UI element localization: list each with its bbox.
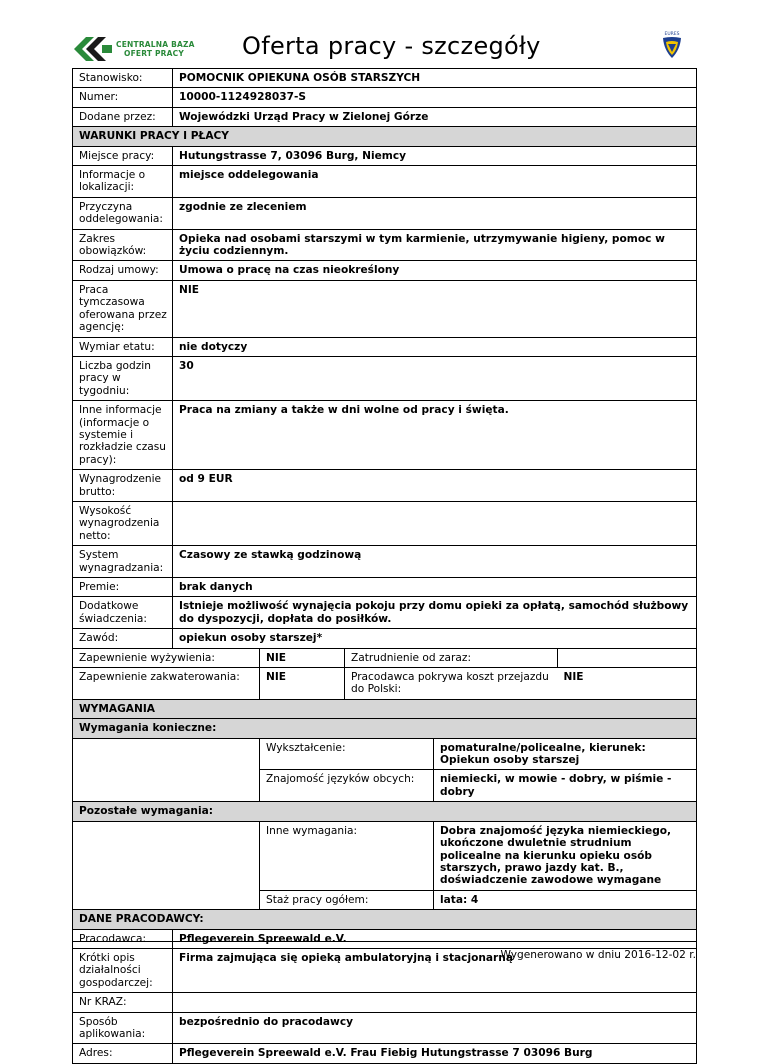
field-value: Dobra znajomość języka niemieckiego, ukończone dwuletnie strudnium policealne na kierunku opieku osób starszych, prawo jazdy kat. B., doświadczenie zawodowe wymagane xyxy=(434,821,697,890)
label-od-zaraz: Zatrudnienie od zaraz: xyxy=(345,648,558,667)
row-inne-informacje xyxy=(73,401,697,470)
field-label: Dodatkowe świadczenia: xyxy=(73,597,173,629)
label-dodane-przez: Dodane przez: xyxy=(73,107,173,126)
field-value: Hutungstrasse 7, 03096 Burg, Niemcy xyxy=(173,146,697,165)
row-wynagrodzenie-brutto xyxy=(73,470,697,502)
value-przejazd: NIE xyxy=(558,668,697,700)
section-wymagania: WYMAGANIA xyxy=(73,699,697,718)
field-value: 30 xyxy=(173,356,697,400)
label-stanowisko: Stanowisko: xyxy=(73,69,173,88)
row-pracodawca xyxy=(73,929,697,948)
field-value xyxy=(173,993,697,1012)
field-value: NIE xyxy=(173,280,697,337)
row-stanowisko xyxy=(73,69,697,88)
field-value: Opieka nad osobami starszymi w tym karmienie, utrzymywanie higieny, pomoc w życiu codziennym. xyxy=(173,229,697,261)
field-label: Sposób aplikowania: xyxy=(73,1012,173,1044)
row-wynagrodzenie-netto xyxy=(73,501,697,545)
field-label: System wynagradzania: xyxy=(73,546,173,578)
field-value: Firma zajmująca się opieką ambulatoryjną i stacjonarną xyxy=(173,948,697,992)
field-value: pomaturalne/policealne, kierunek: Opiekun osoby starszej xyxy=(434,738,697,770)
generated-date: Wygenerowano w dniu 2016-12-02 r. xyxy=(500,949,696,961)
field-label: Praca tymczasowa oferowana przez agencję: xyxy=(73,280,173,337)
row-dodatkowe-swiadczenia xyxy=(73,597,697,629)
field-value: miejsce oddelegowania xyxy=(173,166,697,198)
value-zakwaterowanie: NIE xyxy=(260,668,345,700)
section-warunki: WARUNKI PRACY I PŁACY xyxy=(73,127,697,146)
row-zakres xyxy=(73,229,697,261)
field-value: niemiecki, w mowie - dobry, w piśmie - dobry xyxy=(434,770,697,802)
indent-cell xyxy=(73,770,260,802)
row-rodzaj-umowy xyxy=(73,261,697,280)
field-value: lata: 4 xyxy=(434,890,697,909)
field-label: Premie: xyxy=(73,578,173,597)
field-value: Istnieje możliwość wynajęcia pokoju przy domu opieki za opłatą, samochód służbowy do dyspozycji, dopłata do posiłków. xyxy=(173,597,697,629)
row-premie xyxy=(73,578,697,597)
field-value: brak danych xyxy=(173,578,697,597)
row-nr-kraz xyxy=(73,993,697,1012)
label-zakwaterowanie: Zapewnienie zakwaterowania: xyxy=(73,668,260,700)
field-label: Zakres obowiązków: xyxy=(73,229,173,261)
cbop-logo-icon xyxy=(72,36,114,62)
row-sposob-aplikowania xyxy=(73,1012,697,1044)
field-value xyxy=(173,501,697,545)
row-zawod xyxy=(73,629,697,648)
field-label: Rodzaj umowy: xyxy=(73,261,173,280)
field-label: Inne informacje (informacje o systemie i rozkładzie czasu pracy): xyxy=(73,401,173,470)
field-value: opiekun osoby starszej* xyxy=(173,629,697,648)
field-label: Miejsce pracy: xyxy=(73,146,173,165)
logo-line-1: CENTRALNA BAZA xyxy=(116,40,195,49)
field-label: Wymiar etatu: xyxy=(73,337,173,356)
field-value: Pflegeverein Spreewald e.V. xyxy=(173,929,697,948)
field-label: Inne wymagania: xyxy=(260,821,434,890)
field-value: Pflegeverein Spreewald e.V. Frau Fiebig Hutungstrasse 7 03096 Burg xyxy=(173,1044,697,1063)
row-inne-wymagania xyxy=(73,821,697,890)
field-label: Liczba godzin pracy w tygodniu: xyxy=(73,356,173,400)
field-label: Staż pracy ogółem: xyxy=(260,890,434,909)
cbop-logo xyxy=(72,36,197,64)
row-praca-tymczasowa xyxy=(73,280,697,337)
section-pracodawca: DANE PRACODAWCY: xyxy=(73,910,697,929)
field-value: Umowa o pracę na czas nieokreślony xyxy=(173,261,697,280)
row-system-wynagradzania xyxy=(73,546,697,578)
label-numer: Numer: xyxy=(73,88,173,107)
offer-details-table xyxy=(72,68,697,1064)
subsection-wymagania-pozostale: Pozostałe wymagania: xyxy=(73,802,697,821)
field-label: Pracodawca: xyxy=(73,929,173,948)
row-numer xyxy=(73,88,697,107)
row-miejsce-pracy xyxy=(73,146,697,165)
field-value: nie dotyczy xyxy=(173,337,697,356)
logo-line-2: OFERT PRACY xyxy=(124,49,184,58)
row-lokalizacja xyxy=(73,166,697,198)
eures-label: EURES xyxy=(664,32,680,37)
eures-logo xyxy=(658,30,686,60)
row-staz-pracy xyxy=(73,890,697,909)
field-label: Znajomość języków obcych: xyxy=(260,770,434,802)
label-wyzywienie: Zapewnienie wyżywienia: xyxy=(73,648,260,667)
indent-cell xyxy=(73,738,260,770)
page-title: Oferta pracy - szczegóły xyxy=(242,32,541,60)
field-label: Informacje o lokalizacji: xyxy=(73,166,173,198)
value-numer: 10000-1124928037-S xyxy=(173,88,697,107)
row-wyksztalcenie xyxy=(73,738,697,770)
row-zakwaterowanie xyxy=(73,668,697,700)
field-value: zgodnie ze zleceniem xyxy=(173,197,697,229)
row-wymiar-etatu xyxy=(73,337,697,356)
subsection-wymagania-konieczne: Wymagania konieczne: xyxy=(73,719,697,738)
field-label: Adres: xyxy=(73,1044,173,1063)
field-label: Zawód: xyxy=(73,629,173,648)
indent-cell xyxy=(73,821,260,890)
field-value: Czasowy ze stawką godzinową xyxy=(173,546,697,578)
value-dodane-przez: Wojewódzki Urząd Pracy w Zielonej Górze xyxy=(173,107,697,126)
field-value: bezpośrednio do pracodawcy xyxy=(173,1012,697,1044)
field-label: Przyczyna oddelegowania: xyxy=(73,197,173,229)
field-label: Wykształcenie: xyxy=(260,738,434,770)
eures-logo-icon xyxy=(658,30,686,60)
field-label: Wynagrodzenie brutto: xyxy=(73,470,173,502)
field-label: Nr KRAZ: xyxy=(73,993,173,1012)
row-dodane-przez xyxy=(73,107,697,126)
row-jezyki xyxy=(73,770,697,802)
field-label: Wysokość wynagrodzenia netto: xyxy=(73,501,173,545)
value-stanowisko: POMOCNIK OPIEKUNA OSÓB STARSZYCH xyxy=(173,69,697,88)
row-liczba-godzin xyxy=(73,356,697,400)
value-wyzywienie: NIE xyxy=(260,648,345,667)
footer-divider xyxy=(72,941,696,942)
row-adres xyxy=(73,1044,697,1063)
row-przyczyna xyxy=(73,197,697,229)
field-label: Krótki opis działalności gospodarczej: xyxy=(73,948,173,992)
field-value: od 9 EUR xyxy=(173,470,697,502)
row-wyzywienie xyxy=(73,648,697,667)
indent-cell xyxy=(73,890,260,909)
field-value: Praca na zmiany a także w dni wolne od pracy i święta. xyxy=(173,401,697,470)
page-header xyxy=(72,30,696,68)
label-przejazd: Pracodawca pokrywa koszt przejazdu do Polski: xyxy=(345,668,558,700)
value-od-zaraz xyxy=(558,648,697,667)
